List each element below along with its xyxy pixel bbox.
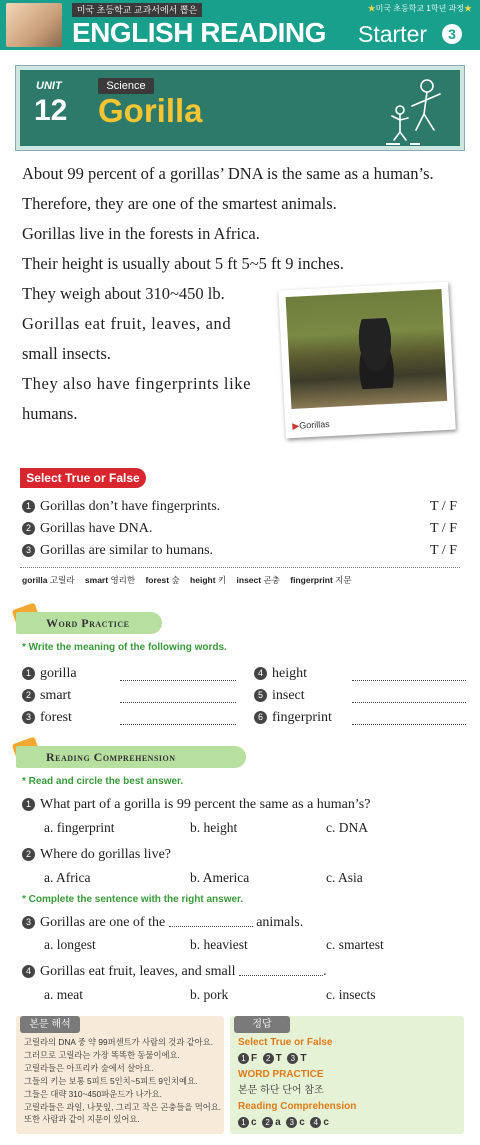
answer-line[interactable] bbox=[120, 702, 236, 703]
photo-caption bbox=[292, 419, 330, 432]
comprehension-instruction: * Read and circle the best answer. bbox=[22, 776, 184, 787]
translation-line: 고릴라들은 과일, 나뭇잎, 그리고 작은 곤충들을 먹어요. bbox=[24, 1101, 222, 1112]
rc-answers bbox=[238, 1115, 356, 1131]
word-text: insect bbox=[272, 688, 305, 703]
answer-option[interactable]: b. America bbox=[190, 870, 250, 885]
fill-in-blank[interactable] bbox=[239, 975, 323, 976]
vocab-meaning: 지문 bbox=[335, 575, 352, 585]
number-badge: 2 bbox=[22, 522, 35, 535]
answer-section-title: Reading Comprehension bbox=[238, 1101, 357, 1112]
question-text: Gorillas are one of the bbox=[40, 915, 166, 930]
book-title: ENGLISH READING bbox=[72, 17, 326, 48]
word-text: fingerprint bbox=[272, 710, 332, 725]
answer-value: c bbox=[299, 1117, 305, 1128]
number-badge: 1 bbox=[238, 1053, 249, 1064]
tf-answers bbox=[238, 1051, 356, 1067]
translation-line: 또한 사람과 같이 지문이 있어요. bbox=[24, 1114, 140, 1125]
comprehension-question bbox=[22, 963, 327, 981]
star-icon: ★ bbox=[464, 4, 472, 13]
answer-section-title: WORD PRACTICE bbox=[238, 1069, 324, 1080]
answer-option[interactable]: b. heaviest bbox=[190, 937, 248, 952]
reading-line: small insects. bbox=[22, 344, 111, 363]
number-badge: 1 bbox=[22, 500, 35, 513]
answer-option[interactable]: a. Africa bbox=[44, 870, 91, 885]
tf-answer-choice[interactable]: T / F bbox=[430, 543, 457, 558]
vocab-word: fingerprint bbox=[290, 575, 333, 585]
translation-line: 그들의 키는 보통 5피트 5인치~5피트 9인치예요. bbox=[24, 1075, 198, 1086]
number-badge: 4 bbox=[310, 1117, 321, 1128]
reading-line: They also have fingerprints like bbox=[22, 374, 252, 393]
vocab-meaning: 고릴라 bbox=[49, 575, 75, 585]
reading-line: Gorillas eat fruit, leaves, and bbox=[22, 314, 232, 333]
word-item bbox=[254, 710, 332, 726]
question-text: What part of a gorilla is 99 percent the same as a human’s? bbox=[40, 797, 371, 812]
reading-line: Their height is usually about 5 ft 5~5 ft 9 inches. bbox=[22, 254, 344, 273]
word-practice-heading: Word Practice bbox=[16, 612, 162, 634]
vocab-meaning: 영리한 bbox=[110, 575, 136, 585]
number-badge: 4 bbox=[22, 965, 35, 978]
number-badge: 3 bbox=[287, 1053, 298, 1064]
word-item bbox=[254, 688, 305, 704]
number-badge: 4 bbox=[254, 667, 267, 680]
answer-option[interactable]: c. Asia bbox=[326, 870, 363, 885]
answer-option[interactable]: b. height bbox=[190, 820, 238, 835]
reading-line: About 99 percent of a gorillas’ DNA is the same as a human’s. bbox=[22, 164, 434, 183]
question-text: Where do gorillas live? bbox=[40, 847, 172, 862]
answer-option[interactable]: c. DNA bbox=[326, 820, 368, 835]
vocab-word: gorilla bbox=[22, 575, 48, 585]
word-item bbox=[22, 666, 77, 682]
chalk-piece bbox=[410, 143, 420, 145]
unit-title: Gorilla bbox=[98, 92, 203, 129]
triangle-bullet-icon: ▶ bbox=[292, 420, 300, 431]
number-badge: 3 bbox=[22, 916, 35, 929]
translation-line: 그러므로 고릴라는 가장 똑똑한 동물이에요. bbox=[24, 1049, 180, 1060]
number-badge: 1 bbox=[238, 1117, 249, 1128]
number-badge: 1 bbox=[22, 667, 35, 680]
unit-number: 12 bbox=[34, 94, 68, 127]
chalk-piece bbox=[386, 143, 400, 145]
tf-question bbox=[22, 520, 152, 538]
answer-line[interactable] bbox=[352, 680, 466, 681]
answer-line[interactable] bbox=[352, 702, 466, 703]
number-badge: 2 bbox=[22, 689, 35, 702]
number-badge: 6 bbox=[254, 711, 267, 724]
translation-line: 고릴라들은 아프리카 숲에서 살아요. bbox=[24, 1062, 154, 1073]
word-text: forest bbox=[40, 710, 72, 725]
answer-value: a bbox=[275, 1117, 281, 1128]
tf-question-text: Gorillas have DNA. bbox=[40, 521, 153, 536]
reading-comprehension-heading: Reading Comprehension bbox=[16, 746, 246, 768]
true-false-heading: Select True or False bbox=[20, 468, 146, 488]
divider bbox=[20, 567, 460, 568]
subject-tag: Science bbox=[98, 78, 154, 94]
instruction-text: Write the meaning of the following words. bbox=[28, 642, 227, 653]
translation-text bbox=[24, 1036, 224, 1126]
header-grade-note bbox=[368, 3, 472, 14]
answer-option[interactable]: a. meat bbox=[44, 987, 83, 1002]
question-text: . bbox=[323, 964, 327, 979]
word-item bbox=[254, 666, 307, 682]
vocab-meaning: 숲 bbox=[171, 575, 180, 585]
instruction-text: Complete the sentence with the right answer. bbox=[28, 894, 244, 905]
fill-in-blank[interactable] bbox=[169, 926, 253, 927]
stick-figure-doodle-icon bbox=[382, 74, 452, 144]
header-child-photo bbox=[6, 3, 62, 47]
answer-value: c bbox=[251, 1117, 257, 1128]
answer-line[interactable] bbox=[120, 724, 236, 725]
answer-key-text bbox=[238, 1035, 356, 1131]
book-level-number: 3 bbox=[442, 24, 462, 44]
answer-key-tag: 정답 bbox=[234, 1016, 290, 1033]
answer-value: c bbox=[323, 1117, 329, 1128]
gorilla-image bbox=[286, 289, 448, 409]
translation-line: 고릴라의 DNA 중 약 99퍼센트가 사람의 것과 같아요. bbox=[24, 1037, 213, 1047]
number-badge: 3 bbox=[22, 711, 35, 724]
photo-caption-text: Gorillas bbox=[299, 419, 330, 431]
vocab-word: forest bbox=[145, 575, 170, 585]
word-practice-answer: 본문 하단 단어 참조 bbox=[238, 1085, 324, 1096]
instruction-text: Read and circle the best answer. bbox=[28, 776, 184, 787]
word-item bbox=[22, 688, 71, 704]
answer-section-title: Select True or False bbox=[238, 1037, 333, 1048]
word-item bbox=[22, 710, 72, 726]
reading-line: They weigh about 310~450 lb. bbox=[22, 284, 225, 303]
word-text: smart bbox=[40, 688, 72, 703]
word-practice-instruction: * Write the meaning of the following words. bbox=[22, 642, 227, 653]
answer-value: T bbox=[300, 1053, 307, 1064]
number-badge: 3 bbox=[22, 544, 35, 557]
reading-line: Gorillas live in the forests in Africa. bbox=[22, 224, 260, 243]
answer-value: T bbox=[275, 1053, 282, 1064]
vocab-list bbox=[22, 574, 352, 586]
number-badge: 5 bbox=[254, 689, 267, 702]
header-grade-text: 미국 초등학교 1학년 과정 bbox=[375, 4, 464, 13]
comprehension-instruction: * Complete the sentence with the right answer. bbox=[22, 894, 244, 905]
reading-line: Therefore, they are one of the smartest animals. bbox=[22, 194, 337, 213]
vocab-meaning: 키 bbox=[217, 575, 227, 585]
comprehension-question bbox=[22, 796, 370, 814]
number-badge: 2 bbox=[22, 848, 35, 861]
tf-question bbox=[22, 542, 213, 560]
translation-tag: 본문 해석 bbox=[20, 1016, 80, 1033]
answer-option[interactable]: c. insects bbox=[326, 987, 376, 1002]
vocab-word: smart bbox=[84, 575, 109, 585]
number-badge: 2 bbox=[262, 1117, 273, 1128]
answer-value: F bbox=[251, 1053, 258, 1064]
star-icon: ★ bbox=[367, 4, 376, 13]
vocab-word: insect bbox=[236, 575, 262, 585]
tf-question-text: Gorillas are similar to humans. bbox=[40, 543, 214, 558]
tf-question bbox=[22, 498, 220, 516]
tf-question-text: Gorillas don’t have fingerprints. bbox=[40, 499, 221, 514]
number-badge: 2 bbox=[263, 1053, 274, 1064]
question-text: animals. bbox=[256, 915, 304, 930]
reading-line: humans. bbox=[22, 404, 78, 423]
tf-answer-choice[interactable]: T / F bbox=[430, 521, 457, 536]
gorilla-photo bbox=[278, 282, 456, 439]
number-badge: 1 bbox=[22, 798, 35, 811]
answer-option[interactable]: c. smartest bbox=[326, 937, 384, 952]
answer-line[interactable] bbox=[352, 724, 466, 725]
answer-line[interactable] bbox=[120, 680, 236, 681]
unit-label: UNIT bbox=[36, 80, 62, 92]
word-text: gorilla bbox=[40, 666, 77, 681]
vocab-meaning: 곤충 bbox=[263, 575, 280, 585]
tf-answer-choice[interactable]: T / F bbox=[430, 499, 457, 514]
answer-option[interactable]: a. fingerprint bbox=[44, 820, 115, 835]
question-text: Gorillas eat fruit, leaves, and small bbox=[40, 964, 236, 979]
header-tag: 미국 초등학교 교과서에서 뽑은 bbox=[72, 3, 202, 17]
comprehension-question bbox=[22, 914, 303, 932]
translation-line: 그들은 대략 310~450파운드가 나가요. bbox=[24, 1088, 162, 1099]
number-badge: 3 bbox=[286, 1117, 297, 1128]
vocab-word: height bbox=[190, 575, 216, 585]
book-level-label: Starter bbox=[358, 21, 428, 47]
word-text: height bbox=[272, 666, 307, 681]
gorilla-figure bbox=[349, 317, 403, 390]
answer-option[interactable]: a. longest bbox=[44, 937, 96, 952]
comprehension-question bbox=[22, 846, 171, 864]
answer-option[interactable]: b. pork bbox=[190, 987, 229, 1002]
